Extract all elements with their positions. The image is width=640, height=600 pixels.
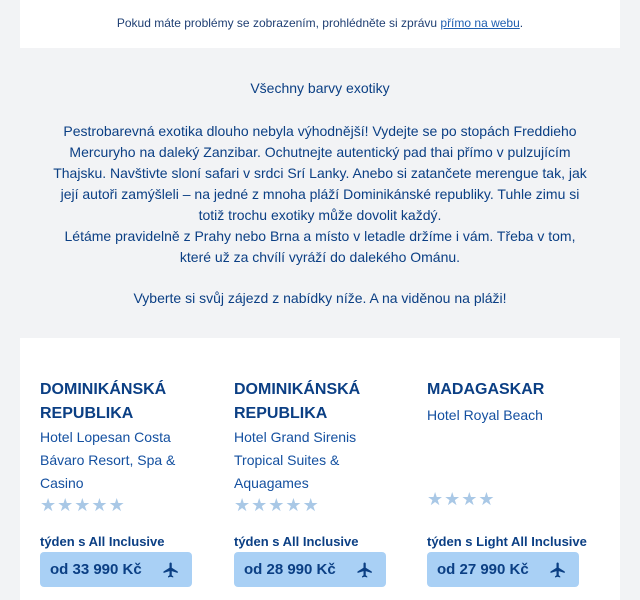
star-icon: ★ xyxy=(461,489,478,509)
offer-destination[interactable]: MADAGASKAR xyxy=(427,381,545,398)
star-icon: ★ xyxy=(91,495,108,515)
star-icon: ★ xyxy=(251,495,268,515)
offer-price-button[interactable] xyxy=(427,552,579,587)
star-icon: ★ xyxy=(427,489,444,509)
notice-bar xyxy=(20,0,620,48)
offer-card[interactable] xyxy=(234,338,406,600)
offer-board: týden s Light All Inclusive xyxy=(427,534,587,549)
star-icon: ★ xyxy=(108,495,125,515)
offer-board: týden s All Inclusive xyxy=(40,534,165,549)
offer-price: od 33 990 Kč xyxy=(50,561,142,578)
star-icon: ★ xyxy=(57,495,74,515)
offer-card[interactable] xyxy=(40,338,212,600)
star-icon: ★ xyxy=(268,495,285,515)
intro-headline: Všechny barvy exotiky xyxy=(250,80,390,96)
offer-card[interactable] xyxy=(427,338,599,600)
offer-price-button[interactable] xyxy=(234,552,386,587)
star-icon: ★ xyxy=(234,495,251,515)
airplane-icon xyxy=(162,561,180,579)
star-icon: ★ xyxy=(478,489,495,509)
offer-stars xyxy=(234,496,319,514)
intro-paragraph: Pestrobarevná exotika dlouho nebyla výhodnější! Vydejte se po stopách Freddieho Mercuryho na daleký Zanzibar. Ochutnejte autentický pad thai přímo v pulzujícím Thajsku. Navštivte sloní safari v srdci Srí Lanky. Anebo si zatančete merengue tak, jak její autoři zamýšleli – na jedné z mnoha pláží Dominikánské republiky. Tuhle zimu si totiž trochu exotiky může dovolit každý. xyxy=(53,123,587,223)
star-icon: ★ xyxy=(444,489,461,509)
offer-price-button[interactable] xyxy=(40,552,192,587)
intro-section xyxy=(20,48,620,338)
offer-hotel[interactable]: Hotel Lopesan Costa Bávaro Resort, Spa & Casino xyxy=(40,429,176,491)
star-icon: ★ xyxy=(285,495,302,515)
intro-paragraph: Létáme pravidelně z Prahy nebo Brna a místo v letadle držíme i vám. Třeba v tom, které už za chvílí vyráží do dalekého Ománu. xyxy=(64,228,576,265)
offer-hotel[interactable]: Hotel Royal Beach xyxy=(427,407,543,423)
notice-message: Pokud máte problémy se zobrazením, prohlédněte si zprávu xyxy=(116,16,441,30)
offer-hotel[interactable]: Hotel Grand Sirenis Tropical Suites & Aquagames xyxy=(234,429,357,491)
offer-price: od 27 990 Kč xyxy=(437,561,529,578)
offer-board: týden s All Inclusive xyxy=(234,534,359,549)
star-icon: ★ xyxy=(40,495,57,515)
offer-destination[interactable]: DOMINIKÁNSKÁ REPUBLIKA xyxy=(40,381,167,422)
offer-stars xyxy=(427,490,495,508)
offer-stars xyxy=(40,496,125,514)
notice-suffix: . xyxy=(519,16,524,30)
intro-body xyxy=(50,121,590,268)
offer-price: od 28 990 Kč xyxy=(244,561,336,578)
airplane-icon xyxy=(356,561,374,579)
airplane-icon xyxy=(549,561,567,579)
star-icon: ★ xyxy=(302,495,319,515)
intro-cta: Vyberte si svůj zájezd z nabídky níže. A na viděnou na pláži! xyxy=(133,290,507,306)
notice-text xyxy=(20,16,620,30)
offers-section xyxy=(20,338,620,600)
offer-destination[interactable]: DOMINIKÁNSKÁ REPUBLIKA xyxy=(234,381,361,422)
star-icon: ★ xyxy=(74,495,91,515)
view-online-link[interactable]: přímo na webu xyxy=(440,16,520,30)
